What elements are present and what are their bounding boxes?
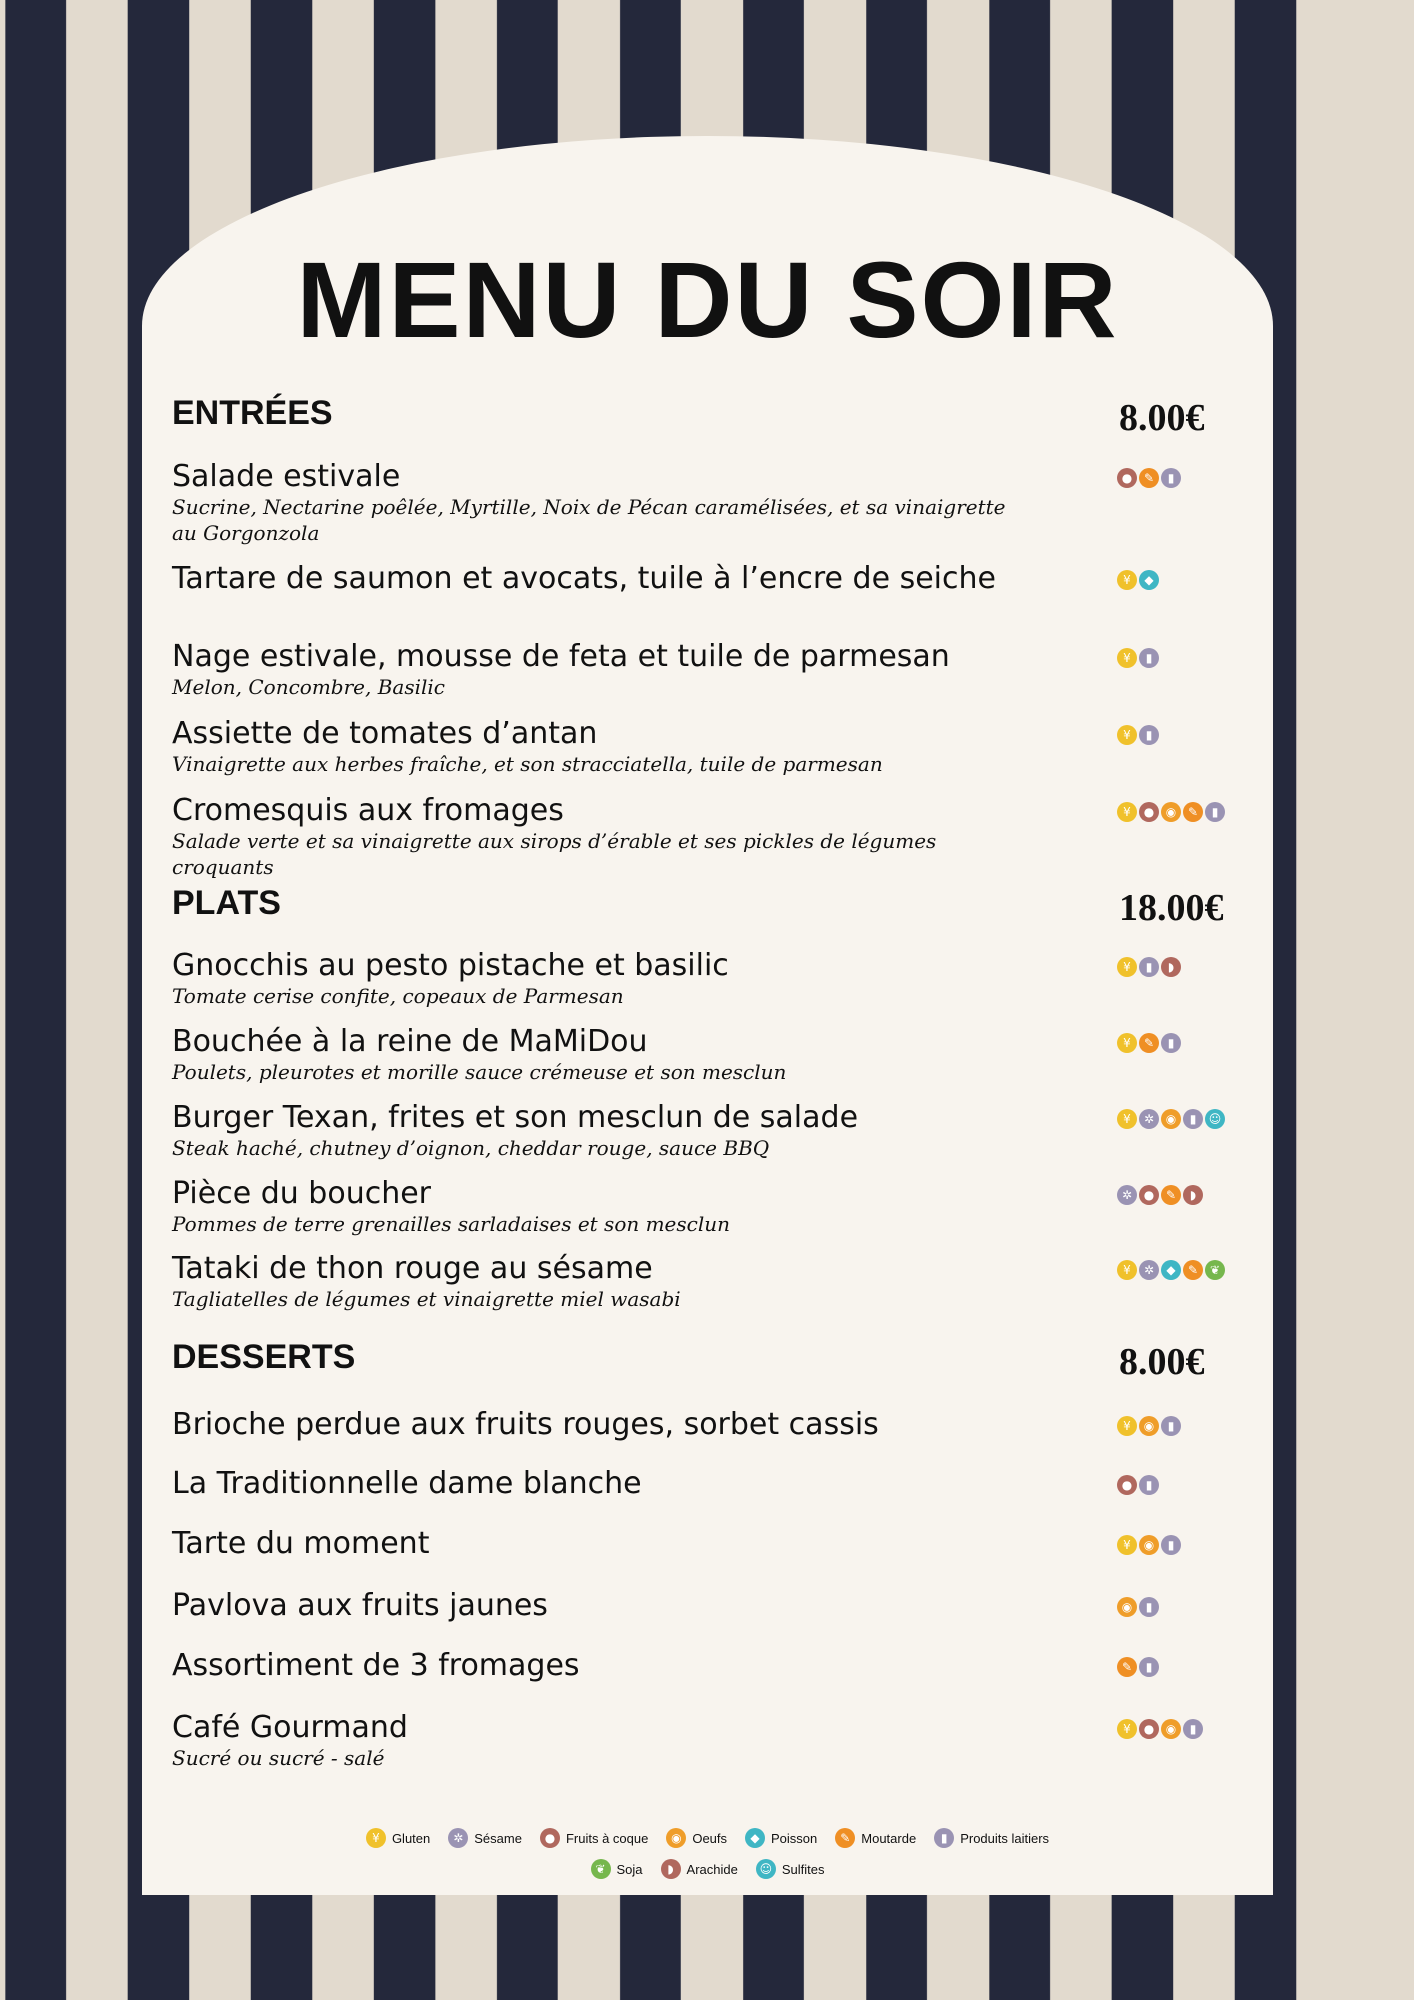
mustard-icon: ✎: [1161, 1185, 1181, 1205]
allergen-icons: [1117, 1260, 1225, 1280]
section-heading: DESSERTS: [172, 1338, 356, 1376]
allergen-icons: [1117, 725, 1159, 745]
menu-item-name: Assiette de tomates d’antan: [172, 716, 598, 751]
mustard-icon: ✎: [835, 1828, 855, 1848]
section-heading: ENTRÉES: [172, 394, 333, 432]
legend-entry: [835, 1828, 916, 1848]
fish-icon: ◆: [745, 1828, 765, 1848]
allergen-icons: [1117, 1719, 1203, 1739]
menu-item: [172, 1649, 1012, 1683]
dairy-icon: ▮: [1161, 1416, 1181, 1436]
fish-icon: ◆: [1161, 1260, 1181, 1280]
section-price: 18.00€: [1119, 887, 1224, 929]
menu-item-name: Tarte du moment: [172, 1526, 430, 1561]
legend-entry: [756, 1859, 825, 1879]
sesame-icon: ✲: [1117, 1185, 1137, 1205]
legend-entry: [661, 1859, 738, 1879]
section-price: 8.00€: [1119, 1341, 1205, 1383]
legend-label: Oeufs: [692, 1830, 728, 1846]
menu-item: [172, 1101, 1012, 1161]
mustard-icon: ✎: [1139, 468, 1159, 488]
soy-icon: ❦: [1205, 1260, 1225, 1280]
allergen-icons: [1117, 1597, 1159, 1617]
sulfites-icon: ☺: [756, 1859, 776, 1879]
nuts-icon: ●: [1139, 1719, 1159, 1739]
dairy-icon: ▮: [1161, 1535, 1181, 1555]
menu-title: MENU DU SOIR: [296, 239, 1119, 360]
gluten-icon: ¥: [1117, 1260, 1137, 1280]
menu-item-name: Cromesquis aux fromages: [172, 793, 564, 828]
menu-item: [172, 794, 1012, 880]
gluten-icon: ¥: [1117, 957, 1137, 977]
menu-item: [172, 717, 1012, 777]
section-price: 8.00€: [1119, 397, 1205, 439]
menu-item-name: Tataki de thon rouge au sésame: [172, 1251, 653, 1286]
gluten-icon: ¥: [366, 1828, 386, 1848]
menu-item-name: Pavlova aux fruits jaunes: [172, 1588, 548, 1623]
eggs-icon: ◉: [1117, 1597, 1137, 1617]
menu-item-description: Pommes de terre grenailles sarladaises et son mesclun: [172, 1212, 731, 1236]
fish-icon: ◆: [1139, 570, 1159, 590]
menu-item-name: Burger Texan, frites et son mesclun de salade: [172, 1100, 859, 1135]
allergen-icons: [1117, 1185, 1203, 1205]
dairy-icon: ▮: [1139, 1657, 1159, 1677]
legend-entry: [540, 1828, 648, 1848]
nuts-icon: ●: [1139, 1185, 1159, 1205]
menu-item: [172, 1408, 1012, 1442]
menu-item-description: Poulets, pleurotes et morille sauce crémeuse et son mesclun: [172, 1060, 787, 1084]
gluten-icon: ¥: [1117, 1535, 1137, 1555]
dairy-icon: ▮: [1161, 468, 1181, 488]
dairy-icon: ▮: [1139, 648, 1159, 668]
allergen-icons: [1117, 957, 1181, 977]
legend-entry: [448, 1828, 522, 1848]
soy-icon: ❦: [591, 1859, 611, 1879]
gluten-icon: ¥: [1117, 802, 1137, 822]
menu-item: [172, 460, 1012, 546]
allergen-icons: [1117, 1033, 1181, 1053]
menu-item: [172, 1252, 1012, 1312]
menu-item-name: Tartare de saumon et avocats, tuile à l’encre de seiche: [172, 561, 996, 596]
menu-item-name: Pièce du boucher: [172, 1176, 432, 1211]
legend-entry: [591, 1859, 643, 1879]
allergen-legend: [142, 1859, 1273, 1879]
legend-label: Sulfites: [781, 1861, 825, 1877]
legend-entry: [745, 1828, 817, 1848]
eggs-icon: ◉: [1139, 1535, 1159, 1555]
legend-label: Soja: [616, 1861, 643, 1877]
menu-item: [172, 1527, 1012, 1561]
allergen-icons: [1117, 648, 1159, 668]
allergen-icons: [1117, 570, 1159, 590]
dairy-icon: ▮: [1183, 1109, 1203, 1129]
legend-label: Fruits à coque: [565, 1830, 649, 1846]
sesame-icon: ✲: [1139, 1109, 1159, 1129]
legend-label: Poisson: [771, 1830, 818, 1846]
mustard-icon: ✎: [1139, 1033, 1159, 1053]
menu-item-name: Gnocchis au pesto pistache et basilic: [172, 948, 729, 983]
dairy-icon: ▮: [1139, 725, 1159, 745]
gluten-icon: ¥: [1117, 1719, 1137, 1739]
dairy-icon: ▮: [1183, 1719, 1203, 1739]
gluten-icon: ¥: [1117, 1033, 1137, 1053]
peanut-icon: ◗: [1161, 957, 1181, 977]
section-heading: PLATS: [172, 884, 281, 922]
dairy-icon: ▮: [1139, 957, 1159, 977]
gluten-icon: ¥: [1117, 1109, 1137, 1129]
eggs-icon: ◉: [1161, 1719, 1181, 1739]
menu-item-description: Sucré ou sucré - salé: [172, 1746, 385, 1770]
menu-item-description: Salade verte et sa vinaigrette aux sirops d’érable et ses pickles de légumes croquants: [172, 829, 937, 879]
menu-item-name: Assortiment de 3 fromages: [172, 1648, 580, 1683]
sesame-icon: ✲: [448, 1828, 468, 1848]
menu-item-name: La Traditionnelle dame blanche: [172, 1466, 642, 1501]
legend-entry: [366, 1828, 430, 1848]
menu-item: [172, 1467, 1012, 1501]
dairy-icon: ▮: [1161, 1033, 1181, 1053]
allergen-icons: [1117, 1109, 1225, 1129]
legend-entry: [934, 1828, 1049, 1848]
legend-label: Gluten: [391, 1830, 431, 1846]
legend-label: Produits laitiers: [960, 1830, 1050, 1846]
gluten-icon: ¥: [1117, 725, 1137, 745]
allergen-icons: [1117, 1535, 1181, 1555]
allergen-icons: [1117, 1657, 1159, 1677]
menu-item: [172, 1711, 1012, 1771]
eggs-icon: ◉: [1139, 1416, 1159, 1436]
gluten-icon: ¥: [1117, 1416, 1137, 1436]
allergen-legend: [142, 1828, 1273, 1848]
menu-item: [172, 949, 1012, 1009]
mustard-icon: ✎: [1183, 1260, 1203, 1280]
peanut-icon: ◗: [1183, 1185, 1203, 1205]
nuts-icon: ●: [1139, 802, 1159, 822]
menu-item: [172, 640, 1012, 700]
dairy-icon: ▮: [1139, 1597, 1159, 1617]
allergen-icons: [1117, 1475, 1159, 1495]
legend-entry: [666, 1828, 727, 1848]
gluten-icon: ¥: [1117, 570, 1137, 590]
sulfites-icon: ☺: [1205, 1109, 1225, 1129]
menu-item-description: Melon, Concombre, Basilic: [172, 675, 445, 699]
allergen-icons: [1117, 468, 1181, 488]
menu-item: [172, 1025, 1012, 1085]
mustard-icon: ✎: [1117, 1657, 1137, 1677]
mustard-icon: ✎: [1183, 802, 1203, 822]
nuts-icon: ●: [1117, 1475, 1137, 1495]
gluten-icon: ¥: [1117, 648, 1137, 668]
legend-label: Moutarde: [861, 1830, 917, 1846]
menu-item-name: Salade estivale: [172, 459, 401, 494]
legend-label: Sésame: [474, 1830, 522, 1846]
nuts-icon: ●: [1117, 468, 1137, 488]
menu-item-description: Sucrine, Nectarine poêlée, Myrtille, Noix de Pécan caramélisées, et sa vinaigrette au Gorgonzola: [172, 495, 1006, 545]
menu-item-description: Steak haché, chutney d’oignon, cheddar rouge, sauce BBQ: [172, 1136, 770, 1160]
sesame-icon: ✲: [1139, 1260, 1159, 1280]
nuts-icon: ●: [540, 1828, 560, 1848]
dairy-icon: ▮: [1139, 1475, 1159, 1495]
menu-item-name: Café Gourmand: [172, 1710, 408, 1745]
legend-label: Arachide: [686, 1861, 738, 1877]
menu-item: [172, 562, 1012, 596]
menu-item: [172, 1589, 1012, 1623]
dairy-icon: ▮: [934, 1828, 954, 1848]
menu-item-description: Vinaigrette aux herbes fraîche, et son stracciatella, tuile de parmesan: [172, 752, 883, 776]
menu-card: [142, 136, 1273, 1895]
menu-item: [172, 1177, 1012, 1237]
eggs-icon: ◉: [666, 1828, 686, 1848]
eggs-icon: ◉: [1161, 1109, 1181, 1129]
menu-item-name: Nage estivale, mousse de feta et tuile de parmesan: [172, 639, 950, 674]
eggs-icon: ◉: [1161, 802, 1181, 822]
peanut-icon: ◗: [661, 1859, 681, 1879]
allergen-icons: [1117, 1416, 1181, 1436]
allergen-icons: [1117, 802, 1225, 822]
menu-item-name: Bouchée à la reine de MaMiDou: [172, 1024, 648, 1059]
dairy-icon: ▮: [1205, 802, 1225, 822]
menu-item-description: Tagliatelles de légumes et vinaigrette miel wasabi: [172, 1287, 681, 1311]
menu-item-description: Tomate cerise confite, copeaux de Parmesan: [172, 984, 624, 1008]
menu-item-name: Brioche perdue aux fruits rouges, sorbet cassis: [172, 1407, 879, 1442]
